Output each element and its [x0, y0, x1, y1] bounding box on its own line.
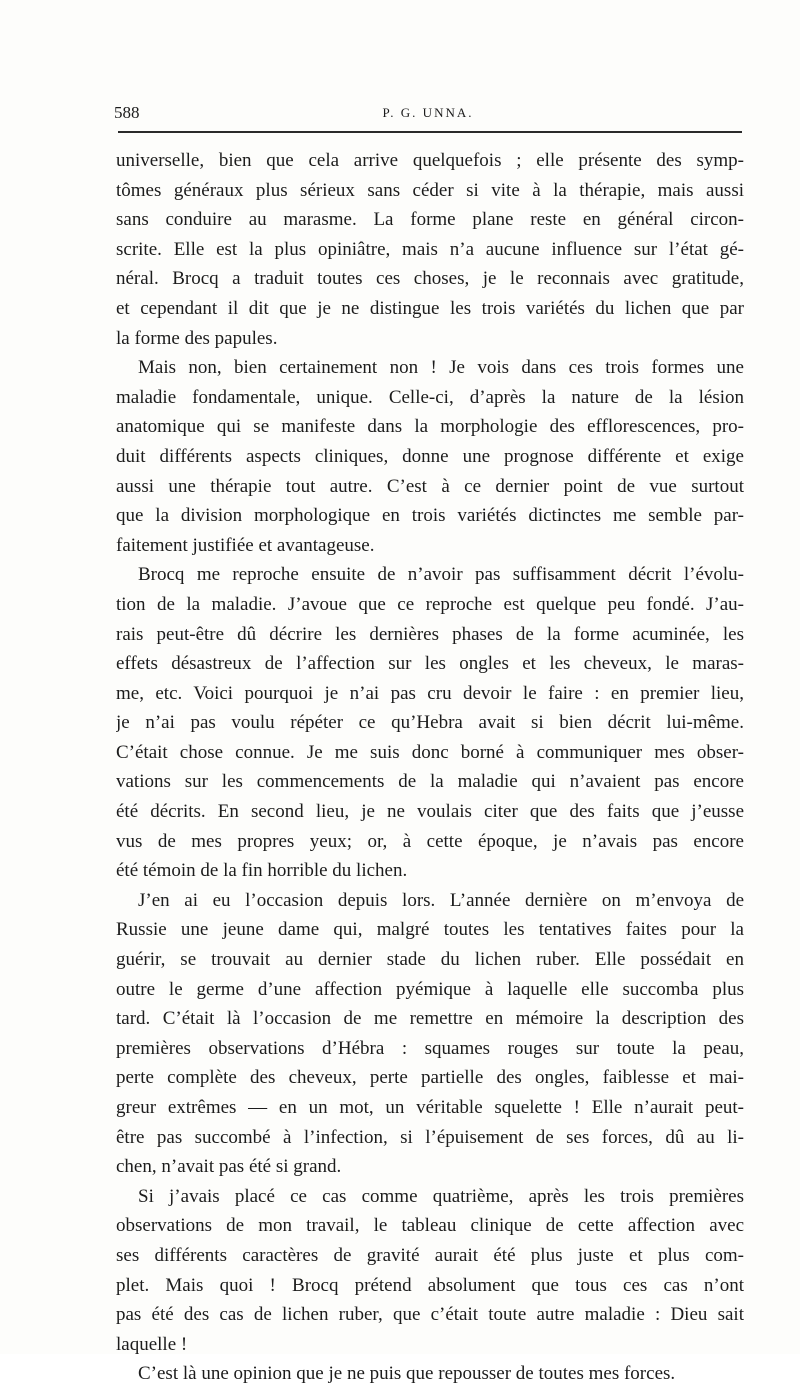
- text-line: anatomique qui se manifeste dans la morphologie des efflorescences, pro-: [116, 416, 744, 438]
- text-line: que la division morphologique en trois variétés dictinctes me semble par-: [116, 505, 744, 527]
- text-line: la forme des papules.: [116, 327, 278, 349]
- text-line: C’est là une opinion que je ne puis que repousser de toutes mes forces.: [138, 1363, 676, 1385]
- text-line: observations de mon travail, le tableau clinique de cette affection avec: [116, 1215, 744, 1237]
- text-line: tion de la maladie. J’avoue que ce reproche est quelque peu fondé. J’au-: [116, 593, 744, 615]
- text-line: effets désastreux de l’affection sur les ongles et les cheveux, le maras-: [116, 653, 744, 675]
- text-line: je n’ai pas voulu répéter ce qu’Hebra avait si bien décrit lui-même.: [116, 712, 744, 734]
- text-line: Russie une jeune dame qui, malgré toutes les tentatives faites pour la: [116, 919, 744, 941]
- text-line: greur extrêmes — en un mot, un véritable squelette ! Elle n’aurait peut-: [116, 1097, 744, 1118]
- text-line: premières observations d’Hébra : squames rouges sur toute la peau,: [116, 1037, 744, 1059]
- text-line: ses différents caractères de gravité aurait été plus juste et plus com-: [116, 1244, 744, 1266]
- text-line: J’en ai eu l’occasion depuis lors. L’année dernière on m’envoya de: [138, 889, 744, 911]
- text-line: guérir, se trouvait au dernier stade du lichen ruber. Elle possédait en: [116, 949, 744, 971]
- text-line: plet. Mais quoi ! Brocq prétend absolument que tous ces cas n’ont: [116, 1274, 744, 1296]
- text-line: duit différents aspects cliniques, donne une prognose différente et exige: [116, 445, 744, 467]
- text-line: pas été des cas de lichen ruber, que c’était toute autre maladie : Dieu sait: [116, 1304, 744, 1326]
- text-line: néral. Brocq a traduit toutes ces choses, je le reconnais avec gratitude,: [116, 268, 744, 290]
- text-line: me, etc. Voici pourquoi je n’ai pas cru devoir le faire : en premier lieu,: [116, 682, 744, 704]
- text-line: et cependant il dit que je ne distingue les trois variétés du lichen que par: [116, 297, 744, 319]
- page-header: [114, 103, 742, 129]
- text-line: rais peut-être dû décrire les dernières phases de la forme acuminée, les: [116, 623, 744, 645]
- text-line: chen, n’avait pas été si grand.: [116, 1156, 342, 1178]
- text-line: maladie fondamentale, unique. Celle-ci, d’après la nature de la lésion: [116, 386, 744, 408]
- text-line: laquelle !: [116, 1333, 188, 1355]
- page-number: 588: [114, 103, 140, 122]
- text-line: faitement justifiée et avantageuse.: [116, 534, 375, 556]
- text-line: universelle, bien que cela arrive quelquefois ; elle présente des symp-: [116, 150, 744, 171]
- text-line: vations sur les commencements de la maladie qui n’avaient pas encore: [116, 771, 744, 793]
- text-line: été témoin de la fin horrible du lichen.: [116, 860, 408, 882]
- text-line: aussi une thérapie tout autre. C’est à ce dernier point de vue surtout: [116, 475, 744, 497]
- body-text: [116, 146, 744, 1389]
- running-head: P. G. UNNA.: [382, 105, 474, 120]
- text-line: être pas succombé à l’infection, si l’épuisement de ses forces, dû au li-: [116, 1126, 744, 1148]
- text-line: sans conduire au marasme. La forme plane reste en général circon-: [116, 209, 744, 231]
- text-line: scrite. Elle est la plus opiniâtre, mais n’a aucune influence sur l’état gé-: [116, 238, 744, 260]
- text-line: outre le germe d’une affection pyémique à laquelle elle succomba plus: [116, 978, 744, 1000]
- text-line: été décrits. En second lieu, je ne voulais citer que des faits que j’eusse: [116, 801, 744, 823]
- text-line: tômes généraux plus sérieux sans céder si vite à la thérapie, mais aussi: [116, 179, 744, 201]
- text-line: perte complète des cheveux, perte partielle des ongles, faiblesse et mai-: [116, 1067, 744, 1089]
- text-line: vus de mes propres yeux; or, à cette époque, je n’avais pas encore: [116, 830, 744, 852]
- text-line: Mais non, bien certainement non ! Je vois dans ces trois formes une: [138, 357, 744, 379]
- text-line: C’était chose connue. Je me suis donc borné à communiquer mes obser-: [116, 741, 744, 763]
- text-line: Si j’avais placé ce cas comme quatrième, après les trois premières: [138, 1185, 744, 1207]
- text-line: Brocq me reproche ensuite de n’avoir pas suffisamment décrit l’évolu-: [138, 564, 744, 586]
- text-line: tard. C’était là l’occasion de me remettre en mémoire la description des: [116, 1008, 744, 1030]
- header-rule: [118, 131, 742, 133]
